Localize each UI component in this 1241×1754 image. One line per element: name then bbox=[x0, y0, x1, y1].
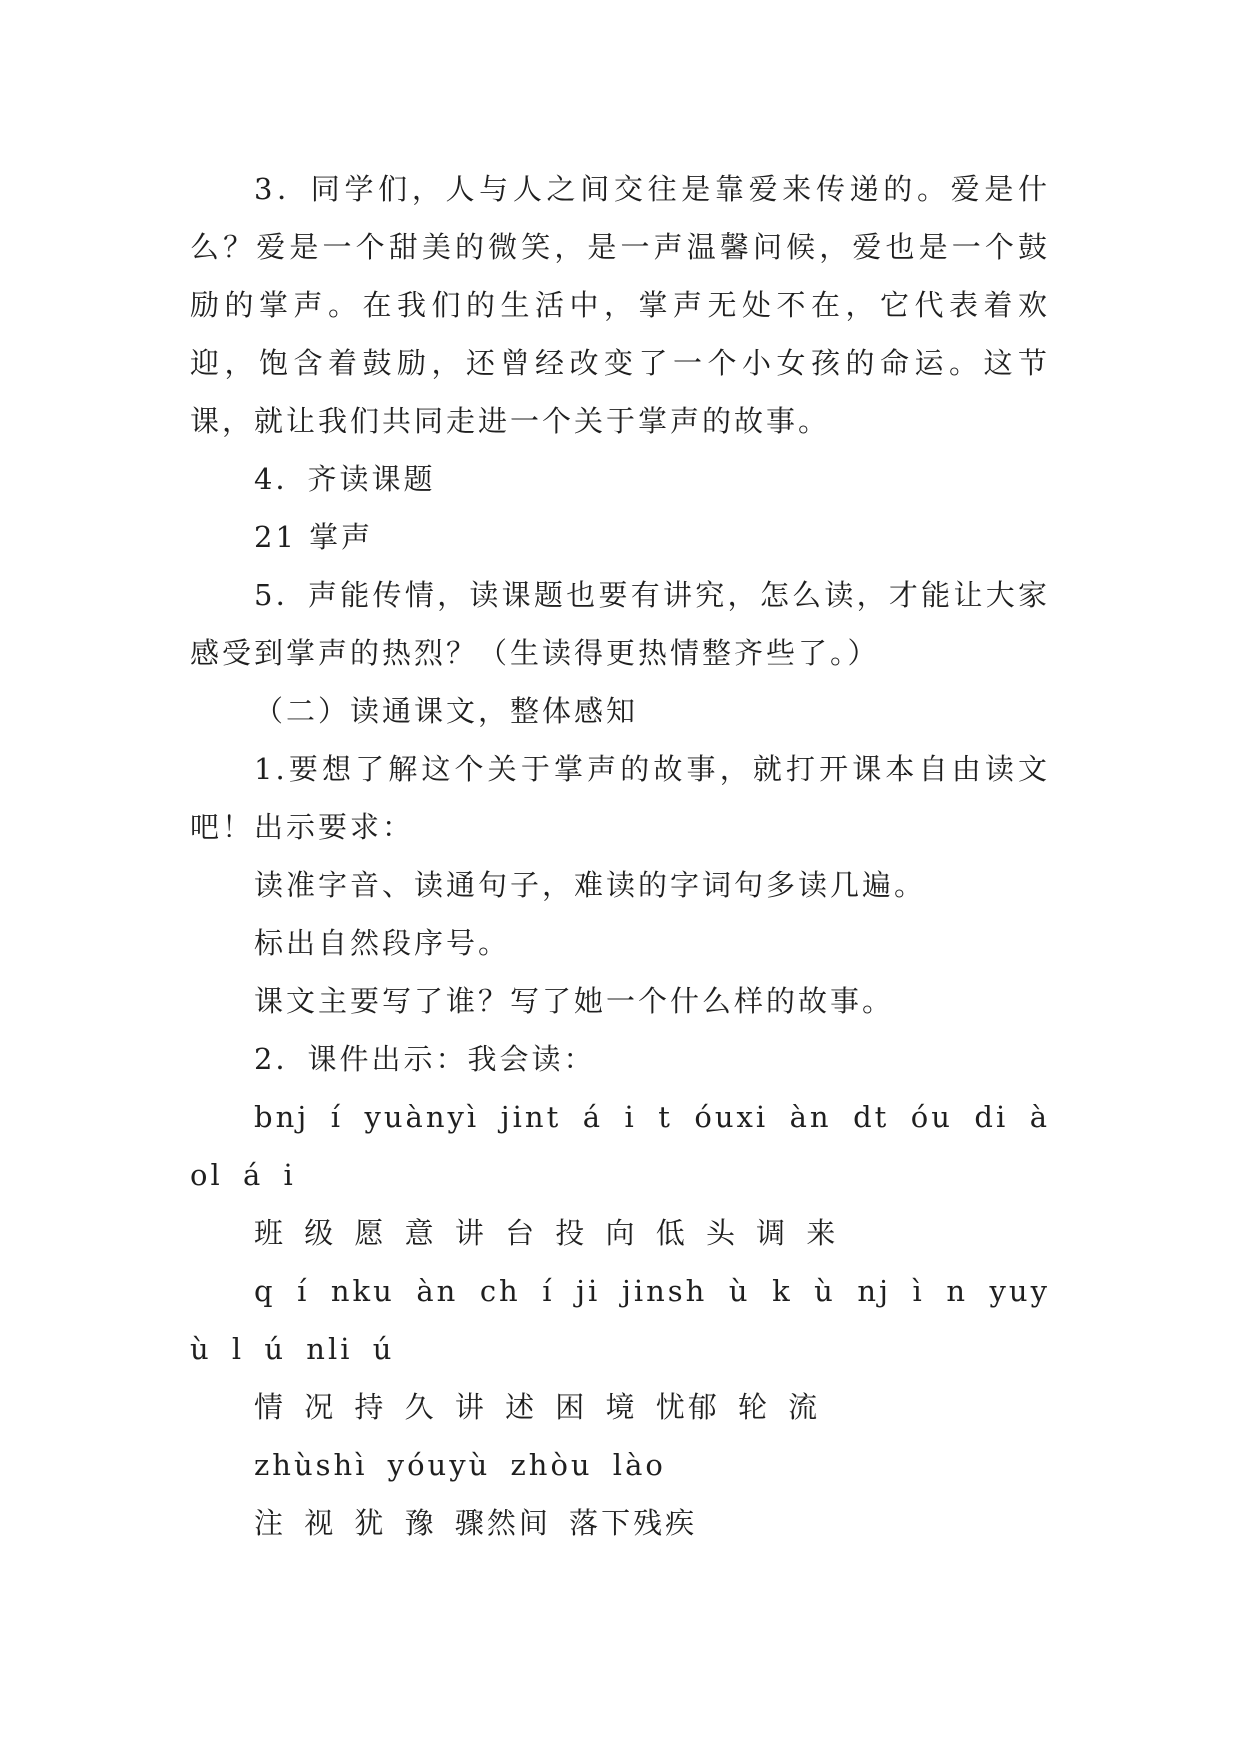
section-heading-read-through: （二）读通课文，整体感知 bbox=[254, 694, 639, 728]
requirement-item-paragraph-numbers: 标出自然段序号。 bbox=[254, 926, 511, 960]
paragraph-read-title: 4．齐读课题 bbox=[254, 462, 436, 496]
requirement-item-main-content: 课文主要写了谁？写了她一个什么样的故事。 bbox=[254, 984, 895, 1018]
pinyin-line-1: bnj í yuànyì jint á i t óuxi àn dt óu di àol á i bbox=[190, 1100, 1050, 1192]
pinyin-line-3: zhùshì yóuyù zhòu lào bbox=[254, 1448, 666, 1482]
document-body bbox=[190, 160, 1050, 1552]
hanzi-line-3: 注 视 犹 豫 骤然间 落下残疾 bbox=[254, 1506, 698, 1540]
hanzi-line-1: 班 级 愿 意 讲 台 投 向 低 头 调 来 bbox=[254, 1216, 839, 1250]
pinyin-line-2: q í nku àn ch í ji jinsh ù k ù nj ì n yuy ù l ú nli ú bbox=[190, 1274, 1050, 1366]
paragraph-intro-love: 3．同学们，人与人之间交往是靠爱来传递的。爱是什么？爱是一个甜美的微笑，是一声温馨问候，爱也是一个鼓励的掌声。在我们的生活中，掌声无处不在，它代表着欢迎，饱含着鼓励，还曾经改变了一个小女孩的命运。这节课，就让我们共同走进一个关于掌声的故事。 bbox=[190, 172, 1050, 438]
paragraph-read-with-feeling: 5．声能传情，读课题也要有讲究，怎么读，才能让大家感受到掌声的热烈？（生读得更热情整齐些了。） bbox=[190, 578, 1050, 670]
paragraph-free-reading: 1.要想了解这个关于掌声的故事，就打开课本自由读文吧！出示要求： bbox=[190, 752, 1050, 844]
requirement-item-pronunciation: 读准字音、读通句子，难读的字词句多读几遍。 bbox=[254, 868, 927, 902]
paragraph-courseware: 2．课件出示：我会读： bbox=[254, 1042, 596, 1076]
paragraph-lesson-title: 21 掌声 bbox=[254, 520, 374, 554]
hanzi-line-2: 情 况 持 久 讲 述 困 境 忧郁 轮 流 bbox=[254, 1390, 821, 1424]
